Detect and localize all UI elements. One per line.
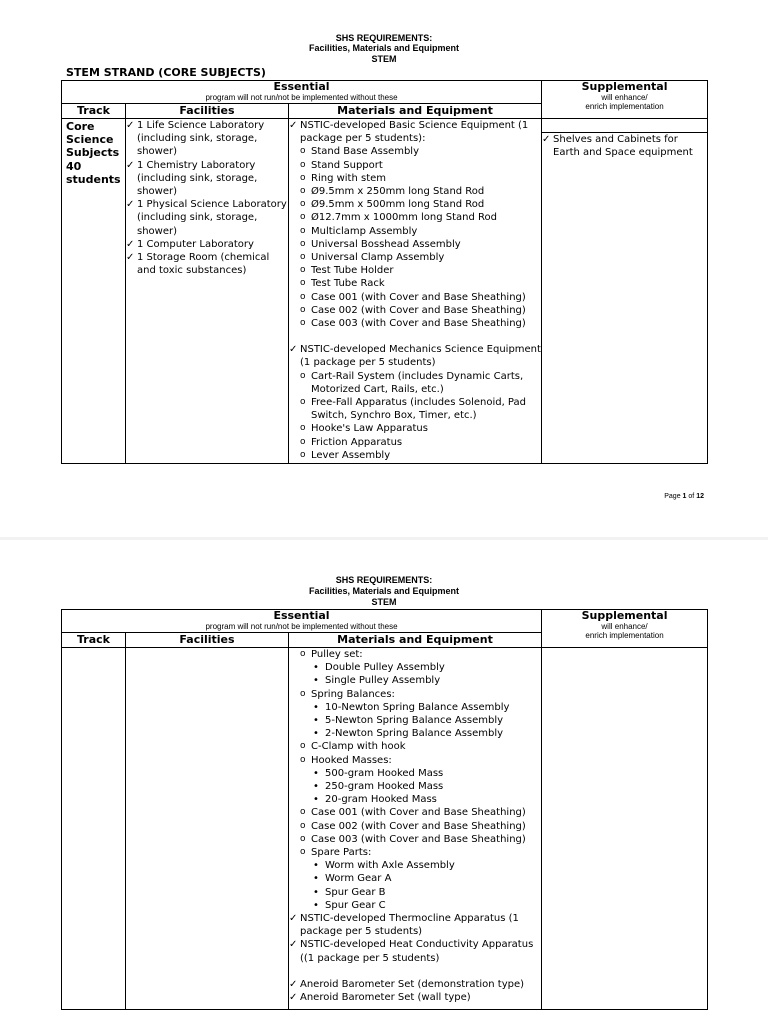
circle-bullet-icon: o bbox=[300, 833, 306, 844]
list-item bbox=[126, 198, 288, 238]
item-text: Case 002 (with Cover and Base Sheathing) bbox=[311, 820, 526, 832]
item-text: Cart-Rail System (includes Dynamic Carts, Motorized Cart, Rails, etc.) bbox=[311, 370, 524, 395]
item-text: Single Pulley Assembly bbox=[325, 675, 441, 687]
check-icon: ✓ bbox=[289, 992, 298, 1004]
facility-text: 1 Chemistry Laboratory (including sink, storage, shower) bbox=[137, 159, 258, 198]
page-of: of bbox=[688, 493, 695, 500]
circle-bullet-icon: o bbox=[300, 754, 306, 765]
circle-bullet-icon: o bbox=[300, 741, 306, 752]
circle-bullet-icon: o bbox=[300, 159, 306, 170]
materials-cell bbox=[289, 119, 542, 464]
circle-bullet-icon: o bbox=[300, 172, 306, 183]
check-icon: ✓ bbox=[126, 238, 135, 250]
col-facilities: Facilities bbox=[126, 104, 289, 119]
col-track: Track bbox=[62, 104, 126, 119]
circle-bullet-icon: o bbox=[300, 186, 306, 197]
document-page-2 bbox=[0, 540, 768, 1024]
list-item bbox=[289, 727, 541, 740]
item-text: Case 002 (with Cover and Base Sheathing) bbox=[311, 304, 526, 316]
list-item bbox=[289, 396, 541, 422]
circle-bullet-icon: o bbox=[300, 238, 306, 249]
item-text: 10-Newton Spring Balance Assembly bbox=[325, 701, 510, 713]
check-icon: ✓ bbox=[126, 199, 135, 211]
circle-bullet-icon: o bbox=[300, 370, 306, 381]
page-total: 12 bbox=[696, 493, 704, 500]
item-text: NSTIC-developed Heat Conductivity Apparatus ((1 package per 5 students) bbox=[300, 939, 534, 964]
circle-bullet-icon: o bbox=[300, 252, 306, 263]
dot-bullet-icon: • bbox=[313, 715, 319, 727]
circle-bullet-icon: o bbox=[300, 397, 306, 408]
list-item bbox=[289, 991, 541, 1004]
circle-bullet-icon: o bbox=[300, 820, 306, 831]
supplemental-text: Shelves and Cabinets for Earth and Space equipment bbox=[553, 134, 693, 159]
essential-label: Essential bbox=[273, 609, 330, 622]
check-icon: ✓ bbox=[289, 913, 298, 925]
item-text: 20-gram Hooked Mass bbox=[325, 794, 437, 806]
list-item bbox=[289, 806, 541, 819]
col-facilities: Facilities bbox=[126, 633, 289, 648]
list-item bbox=[289, 449, 541, 462]
list-item bbox=[289, 119, 541, 145]
facility-text: 1 Storage Room (chemical and toxic substances) bbox=[137, 252, 270, 277]
circle-bullet-icon: o bbox=[300, 449, 306, 460]
facility-text: 1 Physical Science Laboratory (including sink, storage, shower) bbox=[137, 199, 287, 237]
dot-bullet-icon: • bbox=[313, 886, 319, 898]
item-text: Multiclamp Assembly bbox=[311, 225, 418, 237]
check-icon: ✓ bbox=[126, 159, 135, 171]
track-cell bbox=[62, 648, 126, 1010]
item-text: Ø9.5mm x 250mm long Stand Rod bbox=[311, 186, 485, 198]
facility-text: 1 Computer Laboratory bbox=[137, 238, 254, 250]
item-text: Universal Clamp Assembly bbox=[311, 252, 445, 264]
list-item bbox=[289, 978, 541, 991]
list-item bbox=[289, 291, 541, 304]
check-icon: ✓ bbox=[542, 134, 551, 145]
item-text: Spring Balances: bbox=[311, 688, 395, 700]
requirements-table bbox=[61, 80, 708, 464]
col-materials: Materials and Equipment bbox=[289, 633, 542, 648]
circle-bullet-icon: o bbox=[300, 265, 306, 276]
materials-continued-list bbox=[289, 648, 541, 912]
list-item bbox=[126, 238, 288, 251]
page-current: 1 bbox=[682, 493, 687, 500]
requirements-table bbox=[61, 609, 708, 1010]
track-line: Subjects bbox=[66, 146, 120, 160]
doc-strand: STEM bbox=[371, 597, 397, 607]
supplemental-note-2: enrich implementation bbox=[585, 102, 664, 111]
list-item bbox=[289, 886, 541, 899]
supplemental-cell bbox=[542, 648, 708, 1010]
track-line: Science bbox=[66, 133, 114, 147]
list-item bbox=[289, 225, 541, 238]
item-text: 250-gram Hooked Mass bbox=[325, 781, 444, 793]
item-text: Spur Gear B bbox=[325, 886, 386, 898]
track-cell bbox=[62, 119, 126, 464]
track-line: 40 bbox=[66, 159, 82, 173]
item-text: Test Tube Holder bbox=[311, 265, 394, 277]
list-item bbox=[289, 780, 541, 793]
circle-bullet-icon: o bbox=[300, 807, 306, 818]
page-number bbox=[664, 493, 704, 500]
list-item bbox=[289, 859, 541, 872]
item-text: Stand Base Assembly bbox=[311, 146, 419, 158]
doc-subtitle: Facilities, Materials and Equipment bbox=[308, 43, 460, 53]
supplemental-note-1: will enhance/ bbox=[601, 93, 648, 102]
materials-group-title: NSTIC-developed Mechanics Science Equipment (1 package per 5 students) bbox=[300, 344, 541, 369]
supplemental-note-2: enrich implementation bbox=[585, 631, 664, 640]
list-item bbox=[289, 172, 541, 185]
supplemental-note-1: will enhance/ bbox=[601, 622, 648, 631]
facilities-cell bbox=[126, 119, 289, 464]
item-text: Aneroid Barometer Set (demonstration type) bbox=[300, 978, 525, 990]
circle-bullet-icon: o bbox=[300, 436, 306, 447]
checked-items-list bbox=[289, 912, 541, 965]
check-icon: ✓ bbox=[289, 120, 298, 131]
list-item bbox=[289, 648, 541, 661]
list-item bbox=[289, 714, 541, 727]
checked-items-list bbox=[289, 978, 541, 1004]
list-item bbox=[126, 251, 288, 277]
item-text: Pulley set: bbox=[311, 649, 363, 660]
materials-cell bbox=[289, 648, 542, 1010]
item-text: 500-gram Hooked Mass bbox=[325, 767, 444, 779]
essential-header bbox=[62, 610, 542, 633]
materials-group2-list bbox=[289, 370, 541, 462]
item-text: Worm with Axle Assembly bbox=[325, 860, 455, 872]
list-item bbox=[289, 343, 541, 369]
track-line: Core bbox=[66, 120, 95, 133]
supplemental-header bbox=[542, 610, 708, 648]
list-item bbox=[289, 833, 541, 846]
essential-label: Essential bbox=[273, 80, 330, 93]
col-materials: Materials and Equipment bbox=[289, 104, 542, 119]
dot-bullet-icon: • bbox=[313, 794, 319, 806]
materials-group-title: NSTIC-developed Basic Science Equipment (1 package per 5 students): bbox=[300, 120, 529, 145]
circle-bullet-icon: o bbox=[300, 212, 306, 223]
item-text: Ring with stem bbox=[311, 172, 387, 184]
list-item bbox=[289, 185, 541, 198]
list-item bbox=[289, 872, 541, 885]
circle-bullet-icon: o bbox=[300, 688, 306, 699]
list-item bbox=[126, 159, 288, 199]
list-item bbox=[289, 264, 541, 277]
item-text: Case 003 (with Cover and Base Sheathing) bbox=[311, 318, 526, 330]
supplemental-cell bbox=[542, 119, 708, 464]
supplemental-label: Supplemental bbox=[581, 80, 668, 93]
item-text: Stand Support bbox=[311, 159, 383, 171]
list-item bbox=[289, 701, 541, 714]
list-item bbox=[289, 198, 541, 211]
dot-bullet-icon: • bbox=[313, 781, 319, 793]
check-icon: ✓ bbox=[126, 252, 135, 264]
item-text: Case 001 (with Cover and Base Sheathing) bbox=[311, 807, 526, 819]
dot-bullet-icon: • bbox=[313, 675, 319, 687]
item-text: NSTIC-developed Thermocline Apparatus (1 package per 5 students) bbox=[300, 913, 519, 938]
circle-bullet-icon: o bbox=[300, 225, 306, 236]
check-icon: ✓ bbox=[289, 978, 298, 990]
dot-bullet-icon: • bbox=[313, 728, 319, 740]
list-item bbox=[289, 674, 541, 687]
essential-note: program will not run/not be implemented without these bbox=[205, 93, 398, 102]
list-item bbox=[289, 159, 541, 172]
list-item bbox=[289, 846, 541, 859]
item-text: C-Clamp with hook bbox=[311, 741, 406, 753]
item-text: Friction Apparatus bbox=[311, 436, 403, 448]
item-text: Spare Parts: bbox=[311, 847, 372, 859]
item-text: Case 003 (with Cover and Base Sheathing) bbox=[311, 833, 526, 845]
item-text: Aneroid Barometer Set (wall type) bbox=[300, 992, 471, 1004]
list-item bbox=[289, 251, 541, 264]
item-text: Hooke's Law Apparatus bbox=[311, 423, 428, 435]
supplemental-label: Supplemental bbox=[581, 609, 668, 622]
check-icon: ✓ bbox=[289, 344, 298, 356]
list-item bbox=[289, 754, 541, 767]
list-item bbox=[289, 211, 541, 224]
item-text: Ø9.5mm x 500mm long Stand Rod bbox=[311, 199, 485, 211]
item-text: 2-Newton Spring Balance Assembly bbox=[325, 728, 504, 740]
item-text: Ø12.7mm x 1000mm long Stand Rod bbox=[311, 212, 497, 224]
circle-bullet-icon: o bbox=[300, 847, 306, 858]
dot-bullet-icon: • bbox=[313, 873, 319, 885]
list-item bbox=[289, 899, 541, 912]
list-item bbox=[289, 688, 541, 701]
doc-title: SHS REQUIREMENTS: bbox=[335, 33, 433, 43]
item-text: Hooked Masses: bbox=[311, 754, 392, 766]
list-item bbox=[542, 133, 707, 159]
facilities-cell bbox=[126, 648, 289, 1010]
list-item bbox=[289, 422, 541, 435]
list-item bbox=[289, 277, 541, 290]
item-text: Universal Bosshead Assembly bbox=[311, 238, 461, 250]
list-item bbox=[289, 767, 541, 780]
dot-bullet-icon: • bbox=[313, 662, 319, 674]
circle-bullet-icon: o bbox=[300, 278, 306, 289]
list-item bbox=[289, 145, 541, 158]
doc-title: SHS REQUIREMENTS: bbox=[335, 575, 433, 585]
dot-bullet-icon: • bbox=[313, 701, 319, 713]
item-text: Free-Fall Apparatus (includes Solenoid, Pad Switch, Synchro Box, Timer, etc.) bbox=[311, 397, 526, 422]
essential-note: program will not run/not be implemented without these bbox=[205, 622, 398, 631]
circle-bullet-icon: o bbox=[300, 199, 306, 210]
item-text: Double Pulley Assembly bbox=[325, 662, 445, 674]
page-label: Page bbox=[664, 493, 681, 500]
list-item bbox=[289, 304, 541, 317]
supplemental-header bbox=[542, 81, 708, 119]
circle-bullet-icon: o bbox=[300, 649, 306, 659]
list-item bbox=[289, 793, 541, 806]
list-item bbox=[289, 820, 541, 833]
col-track: Track bbox=[62, 633, 126, 648]
circle-bullet-icon: o bbox=[300, 146, 306, 157]
check-icon: ✓ bbox=[126, 120, 135, 131]
track-line: students bbox=[66, 172, 121, 186]
list-item bbox=[289, 317, 541, 330]
list-item bbox=[289, 938, 541, 964]
facility-text: 1 Life Science Laboratory (including sink, storage, shower) bbox=[137, 120, 265, 158]
circle-bullet-icon: o bbox=[300, 291, 306, 302]
doc-subtitle: Facilities, Materials and Equipment bbox=[308, 586, 460, 596]
list-item bbox=[289, 370, 541, 396]
list-item bbox=[289, 436, 541, 449]
materials-group1-list bbox=[289, 145, 541, 330]
essential-header bbox=[62, 81, 542, 104]
check-icon: ✓ bbox=[289, 939, 298, 951]
item-text: Lever Assembly bbox=[311, 449, 391, 461]
item-text: Test Tube Rack bbox=[311, 278, 385, 290]
doc-strand: STEM bbox=[371, 54, 397, 64]
list-item bbox=[289, 238, 541, 251]
item-text: Case 001 (with Cover and Base Sheathing) bbox=[311, 291, 526, 303]
circle-bullet-icon: o bbox=[300, 318, 306, 329]
item-text: 5-Newton Spring Balance Assembly bbox=[325, 715, 504, 727]
item-text: Spur Gear C bbox=[325, 899, 386, 911]
list-item bbox=[289, 740, 541, 753]
strand-heading: STEM STRAND (CORE SUBJECTS) bbox=[66, 66, 266, 79]
list-item bbox=[289, 912, 541, 938]
list-item bbox=[289, 661, 541, 674]
item-text: Worm Gear A bbox=[325, 873, 392, 885]
dot-bullet-icon: • bbox=[313, 767, 319, 779]
circle-bullet-icon: o bbox=[300, 304, 306, 315]
circle-bullet-icon: o bbox=[300, 423, 306, 434]
dot-bullet-icon: • bbox=[313, 899, 319, 911]
list-item bbox=[126, 119, 288, 159]
dot-bullet-icon: • bbox=[313, 860, 319, 872]
